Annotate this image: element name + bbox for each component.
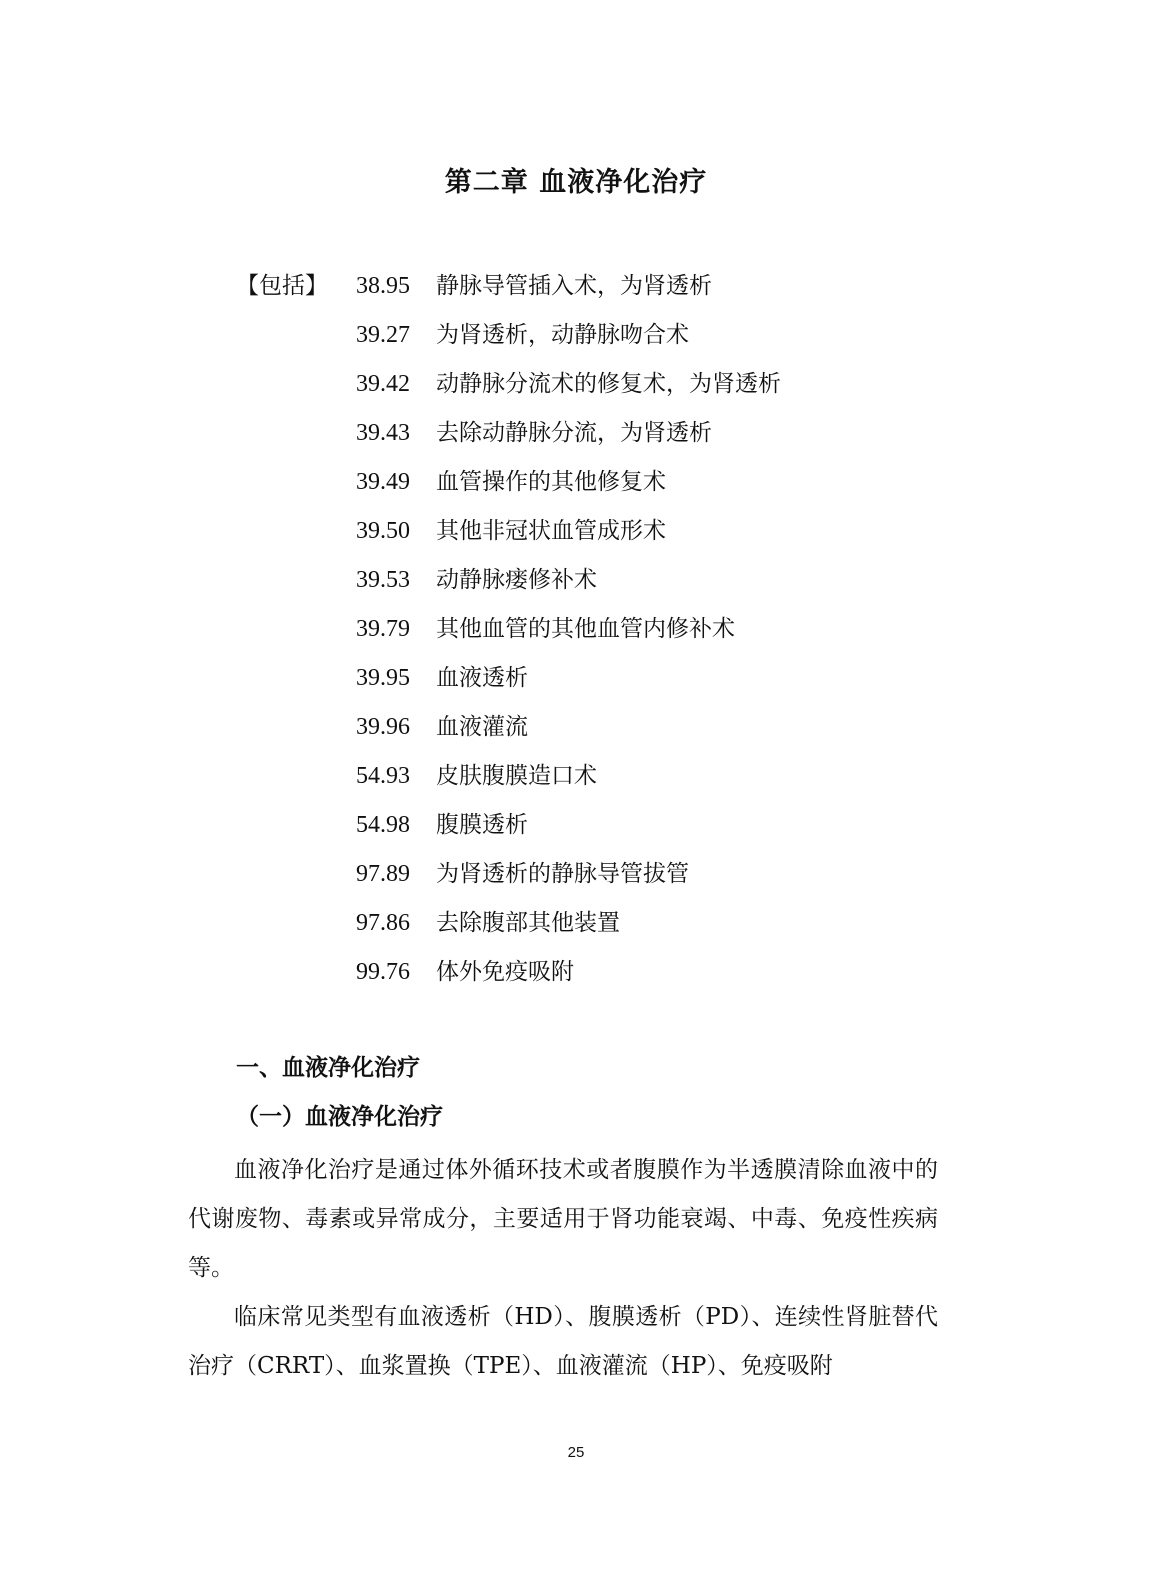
code-number: 54.93: [356, 763, 410, 789]
code-description: 静脉导管插入术，为肾透析: [436, 273, 712, 299]
code-description: 为肾透析的静脉导管拔管: [436, 861, 689, 887]
code-row: [356, 954, 781, 1003]
code-number: 39.53: [356, 567, 410, 593]
code-description: 其他血管的其他血管内修补术: [436, 616, 735, 642]
code-number: 39.42: [356, 371, 410, 397]
code-description: 血液灌流: [436, 714, 528, 740]
code-description: 去除动静脉分流，为肾透析: [436, 420, 712, 446]
page-number: 25: [567, 1444, 585, 1461]
code-row: [356, 562, 781, 611]
code-number: 39.27: [356, 322, 410, 348]
subsection-heading: （一）血液净化治疗: [236, 1103, 443, 1130]
code-row: [356, 611, 781, 660]
code-description: 血管操作的其他修复术: [436, 469, 666, 495]
code-row: [356, 415, 781, 464]
code-row: [356, 366, 781, 415]
code-description: 体外免疫吸附: [436, 959, 574, 985]
code-row: [356, 905, 781, 954]
code-number: 39.79: [356, 616, 410, 642]
code-number: 38.95: [356, 273, 410, 299]
code-row: [356, 758, 781, 807]
code-description: 为肾透析，动静脉吻合术: [436, 322, 689, 348]
code-row: [356, 513, 781, 562]
section-heading: 一、血液净化治疗: [236, 1055, 420, 1081]
body-paragraph: 临床常见类型有血液透析（HD）、腹膜透析（PD）、连续性肾脏替代治疗（CRRT）、血浆置换（TPE）、血液灌流（HP）、免疫吸附: [188, 1304, 938, 1379]
code-row: [356, 268, 781, 317]
code-row: [356, 464, 781, 513]
includes-label: 【包括】: [236, 273, 328, 299]
code-row: [356, 317, 781, 366]
code-description: 血液透析: [436, 665, 528, 691]
code-number: 39.50: [356, 518, 410, 544]
code-number: 39.49: [356, 469, 410, 495]
code-number: 54.98: [356, 812, 410, 838]
chapter-title: 第二章 血液净化治疗: [444, 167, 708, 198]
code-description: 其他非冠状血管成形术: [436, 518, 666, 544]
code-row: [356, 709, 781, 758]
code-row: [356, 807, 781, 856]
procedure-code-list: [356, 268, 781, 1003]
code-row: [356, 660, 781, 709]
code-description: 动静脉分流术的修复术，为肾透析: [436, 371, 781, 397]
code-description: 皮肤腹膜造口术: [436, 763, 597, 789]
code-number: 97.86: [356, 910, 410, 936]
body-paragraph: 血液净化治疗是通过体外循环技术或者腹膜作为半透膜清除血液中的代谢废物、毒素或异常成分，主要适用于肾功能衰竭、中毒、免疫性疾病等。: [188, 1157, 938, 1281]
code-description: 腹膜透析: [436, 812, 528, 838]
code-number: 97.89: [356, 861, 410, 887]
code-number: 99.76: [356, 959, 410, 985]
code-number: 39.96: [356, 714, 410, 740]
code-description: 去除腹部其他装置: [436, 910, 620, 936]
code-description: 动静脉瘘修补术: [436, 567, 597, 593]
code-number: 39.43: [356, 420, 410, 446]
code-row: [356, 856, 781, 905]
code-number: 39.95: [356, 665, 410, 691]
